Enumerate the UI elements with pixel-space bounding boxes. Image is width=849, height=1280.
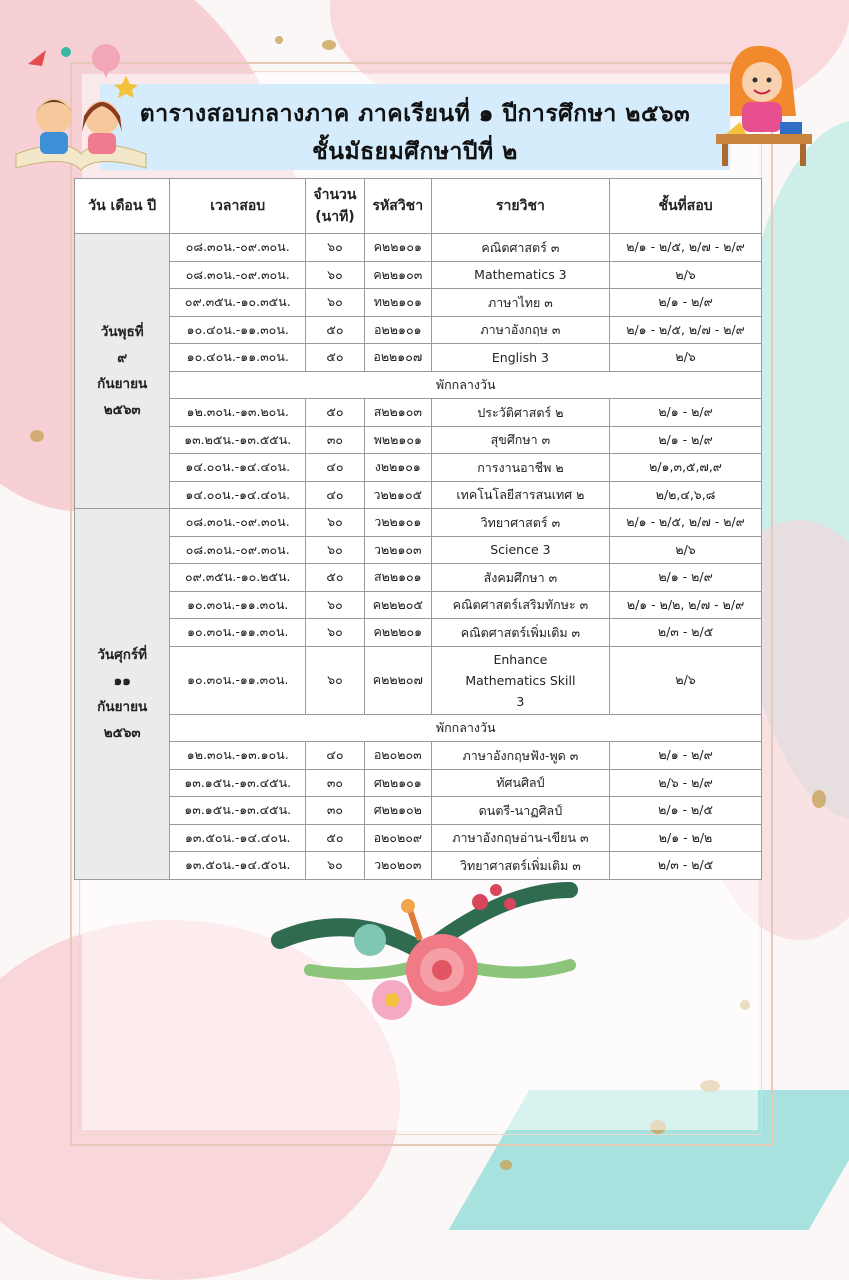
subject-name: ประวัติศาสตร์ ๒: [431, 399, 609, 427]
table-row: [75, 646, 762, 714]
day-label-line: ๑๑: [113, 672, 131, 689]
subject-code: ค๒๒๒๐๑: [364, 619, 431, 647]
exam-time: ๐๘.๓๐น.-๐๙.๓๐น.: [170, 261, 306, 289]
exam-room: ๒/๖ - ๒/๙: [610, 769, 762, 797]
exam-time: ๐๙.๓๕น.-๑๐.๒๕น.: [170, 564, 306, 592]
subject-name: English 3: [431, 344, 609, 372]
exam-minutes: ๕๐: [306, 344, 365, 372]
exam-minutes: ๖๐: [306, 234, 365, 262]
table-row: [75, 742, 762, 770]
glitter-decoration: [275, 36, 283, 44]
subject-name: สุขศึกษา ๓: [431, 426, 609, 454]
exam-time: ๐๙.๓๕น.-๑๐.๓๕น.: [170, 289, 306, 317]
exam-room: ๒/๓ - ๒/๕: [610, 619, 762, 647]
subject-name: เทคโนโลยีสารสนเทศ ๒: [431, 481, 609, 509]
teacher-illustration: [706, 42, 816, 168]
subject-name: Mathematics 3: [431, 261, 609, 289]
exam-room: ๒/๑ - ๒/๒: [610, 824, 762, 852]
glitter-decoration: [30, 430, 44, 442]
header-code: รหัสวิชา: [364, 179, 431, 234]
exam-time: ๑๔.๐๐น.-๑๔.๔๐น.: [170, 454, 306, 482]
glitter-decoration: [322, 40, 336, 50]
exam-time: ๐๘.๓๐น.-๐๙.๓๐น.: [170, 509, 306, 537]
exam-time: ๑๐.๔๐น.-๑๑.๓๐น.: [170, 316, 306, 344]
subject-name: ภาษาไทย ๓: [431, 289, 609, 317]
header-room: ชั้นที่สอบ: [610, 179, 762, 234]
exam-time: ๑๐.๓๐น.-๑๑.๓๐น.: [170, 619, 306, 647]
subject-name: คณิตศาสตร์เพิ่มเติม ๓: [431, 619, 609, 647]
exam-minutes: ๓๐: [306, 769, 365, 797]
exam-minutes: ๓๐: [306, 797, 365, 825]
subject-name: วิทยาศาสตร์ ๓: [431, 509, 609, 537]
exam-minutes: ๔๐: [306, 454, 365, 482]
exam-minutes: ๖๐: [306, 852, 365, 880]
exam-room: ๒/๑ - ๒/๕, ๒/๗ - ๒/๙: [610, 234, 762, 262]
exam-minutes: ๔๐: [306, 742, 365, 770]
table-row: [75, 824, 762, 852]
day-label-line: วันศุกร์ที่: [97, 646, 148, 663]
exam-room: ๒/๑ - ๒/๙: [610, 564, 762, 592]
subject-code: ค๒๒๒๐๗: [364, 646, 431, 714]
day-label-line: วันพุธที่: [100, 324, 144, 340]
table-row: [75, 399, 762, 427]
subject-code: ว๒๒๑๐๑: [364, 509, 431, 537]
table-body: [75, 234, 762, 880]
table-row: [75, 797, 762, 825]
subject-code: ค๒๒๑๐๓: [364, 261, 431, 289]
table-row: [75, 509, 762, 537]
exam-room: ๒/๖: [610, 261, 762, 289]
subject-code: ท๒๒๑๐๑: [364, 289, 431, 317]
table-row: [75, 234, 762, 262]
subject-code: ว๒๒๑๐๕: [364, 481, 431, 509]
exam-time: ๑๐.๓๐น.-๑๑.๓๐น.: [170, 591, 306, 619]
subject-code: ว๒๐๒๐๓: [364, 852, 431, 880]
exam-time: ๑๓.๑๕น.-๑๓.๔๕น.: [170, 797, 306, 825]
exam-time: ๑๓.๑๕น.-๑๓.๔๕น.: [170, 769, 306, 797]
subject-name: ทัศนศิลป์: [431, 769, 609, 797]
flower-bouquet-illustration: [270, 870, 590, 1050]
table-row: [75, 769, 762, 797]
exam-minutes: ๖๐: [306, 591, 365, 619]
exam-minutes: ๕๐: [306, 399, 365, 427]
table-row: [75, 591, 762, 619]
exam-time: ๐๘.๓๐น.-๐๙.๓๐น.: [170, 536, 306, 564]
glitter-decoration: [500, 1160, 512, 1170]
exam-minutes: ๕๐: [306, 316, 365, 344]
subject-code: ส๒๒๑๐๑: [364, 564, 431, 592]
exam-room: ๒/๑ - ๒/๕, ๒/๗ - ๒/๙: [610, 316, 762, 344]
header-time: เวลาสอบ: [170, 179, 306, 234]
exam-time: ๑๓.๕๐น.-๑๔.๔๐น.: [170, 824, 306, 852]
lunch-break-row: [75, 714, 762, 742]
header-minutes-line2: (นาที): [315, 209, 355, 225]
exam-room: ๒/๖: [610, 344, 762, 372]
table-row: [75, 289, 762, 317]
table-row: [75, 564, 762, 592]
exam-minutes: ๕๐: [306, 564, 365, 592]
exam-time: ๑๒.๓๐น.-๑๓.๒๐น.: [170, 399, 306, 427]
table-header-row: [75, 179, 762, 234]
day-label-line: ๒๕๖๓: [103, 724, 141, 741]
exam-room: ๒/๑ - ๒/๒, ๒/๗ - ๒/๙: [610, 591, 762, 619]
exam-time: ๑๓.๕๐น.-๑๔.๕๐น.: [170, 852, 306, 880]
exam-time: ๑๐.๔๐น.-๑๑.๓๐น.: [170, 344, 306, 372]
subject-name: ภาษาอังกฤษฟัง-พูด ๓: [431, 742, 609, 770]
day-label-line: ๒๕๖๓: [103, 402, 141, 418]
table-row: [75, 426, 762, 454]
exam-time: ๐๘.๓๐น.-๐๙.๓๐น.: [170, 234, 306, 262]
subject-code: อ๒๒๑๐๑: [364, 316, 431, 344]
exam-minutes: ๓๐: [306, 426, 365, 454]
exam-minutes: ๖๐: [306, 261, 365, 289]
header-date: วัน เดือน ปี: [75, 179, 170, 234]
subject-code: ง๒๒๑๐๑: [364, 454, 431, 482]
table-row: [75, 481, 762, 509]
subject-code: อ๒๐๒๐๓: [364, 742, 431, 770]
exam-minutes: ๖๐: [306, 509, 365, 537]
exam-time: ๑๐.๓๐น.-๑๑.๓๐น.: [170, 646, 306, 714]
day-label-line: กันยายน: [97, 698, 148, 715]
exam-minutes: ๖๐: [306, 536, 365, 564]
exam-room: ๒/๑ - ๒/๙: [610, 289, 762, 317]
subject-code: ค๒๒๒๐๕: [364, 591, 431, 619]
glitter-decoration: [812, 790, 826, 808]
table-row: [75, 261, 762, 289]
table-row: [75, 619, 762, 647]
subject-code: อ๒๒๑๐๗: [364, 344, 431, 372]
table-row: [75, 536, 762, 564]
exam-minutes: ๖๐: [306, 289, 365, 317]
subject-name: การงานอาชีพ ๒: [431, 454, 609, 482]
lunch-break-row: [75, 371, 762, 399]
kids-reading-illustration: [6, 36, 156, 176]
exam-minutes: ๖๐: [306, 646, 365, 714]
day-cell: [75, 509, 170, 880]
exam-time: ๑๔.๐๐น.-๑๔.๔๐น.: [170, 481, 306, 509]
table-row: [75, 454, 762, 482]
exam-minutes: ๖๐: [306, 619, 365, 647]
day-label-line: กันยายน: [97, 376, 148, 392]
exam-room: ๒/๑ - ๒/๙: [610, 399, 762, 427]
exam-room: ๒/๑ - ๒/๙: [610, 742, 762, 770]
subject-code: ศ๒๒๑๐๒: [364, 797, 431, 825]
table-row: [75, 316, 762, 344]
subject-code: ค๒๒๑๐๑: [364, 234, 431, 262]
subject-name: ดนตรี-นาฏศิลป์: [431, 797, 609, 825]
exam-room: ๒/๑ - ๒/๙: [610, 426, 762, 454]
subject-name: Enhance Mathematics Skill 3: [431, 646, 609, 714]
exam-room: ๒/๑,๓,๕,๗,๙: [610, 454, 762, 482]
page-subtitle: ชั้นมัธยมศึกษาปีที่ ๒: [312, 139, 518, 165]
header-subject: รายวิชา: [431, 179, 609, 234]
table-row: [75, 344, 762, 372]
subject-code: ส๒๒๑๐๓: [364, 399, 431, 427]
exam-room: ๒/๖: [610, 536, 762, 564]
day-cell: [75, 234, 170, 509]
page-title: ตารางสอบกลางภาค ภาคเรียนที่ ๑ ปีการศึกษา ๒๕๖๓: [139, 101, 691, 127]
subject-name: คณิตศาสตร์ ๓: [431, 234, 609, 262]
subject-code: อ๒๐๒๐๙: [364, 824, 431, 852]
header-minutes: [306, 179, 365, 234]
lunch-break-label: พักกลางวัน: [170, 371, 762, 399]
subject-name: ภาษาอังกฤษอ่าน-เขียน ๓: [431, 824, 609, 852]
exam-time: ๑๒.๓๐น.-๑๓.๑๐น.: [170, 742, 306, 770]
subject-name: คณิตศาสตร์เสริมทักษะ ๓: [431, 591, 609, 619]
day-label-line: ๙: [117, 350, 128, 366]
exam-room: ๒/๑ - ๒/๕, ๒/๗ - ๒/๙: [610, 509, 762, 537]
exam-room: ๒/๒,๔,๖,๘: [610, 481, 762, 509]
subject-code: พ๒๒๑๐๑: [364, 426, 431, 454]
exam-minutes: ๕๐: [306, 824, 365, 852]
exam-minutes: ๔๐: [306, 481, 365, 509]
exam-room: ๒/๖: [610, 646, 762, 714]
exam-schedule-table: [74, 178, 762, 880]
exam-room: ๒/๑ - ๒/๕: [610, 797, 762, 825]
subject-name: สังคมศึกษา ๓: [431, 564, 609, 592]
lunch-break-label: พักกลางวัน: [170, 714, 762, 742]
subject-code: ว๒๒๑๐๓: [364, 536, 431, 564]
exam-time: ๑๓.๒๕น.-๑๓.๕๕น.: [170, 426, 306, 454]
header-minutes-line1: จำนวน: [313, 187, 357, 203]
subject-name: Science 3: [431, 536, 609, 564]
subject-name: ภาษาอังกฤษ ๓: [431, 316, 609, 344]
subject-code: ศ๒๒๑๐๑: [364, 769, 431, 797]
exam-room: ๒/๓ - ๒/๕: [610, 852, 762, 880]
subject-name: วิทยาศาสตร์เพิ่มเติม ๓: [431, 852, 609, 880]
